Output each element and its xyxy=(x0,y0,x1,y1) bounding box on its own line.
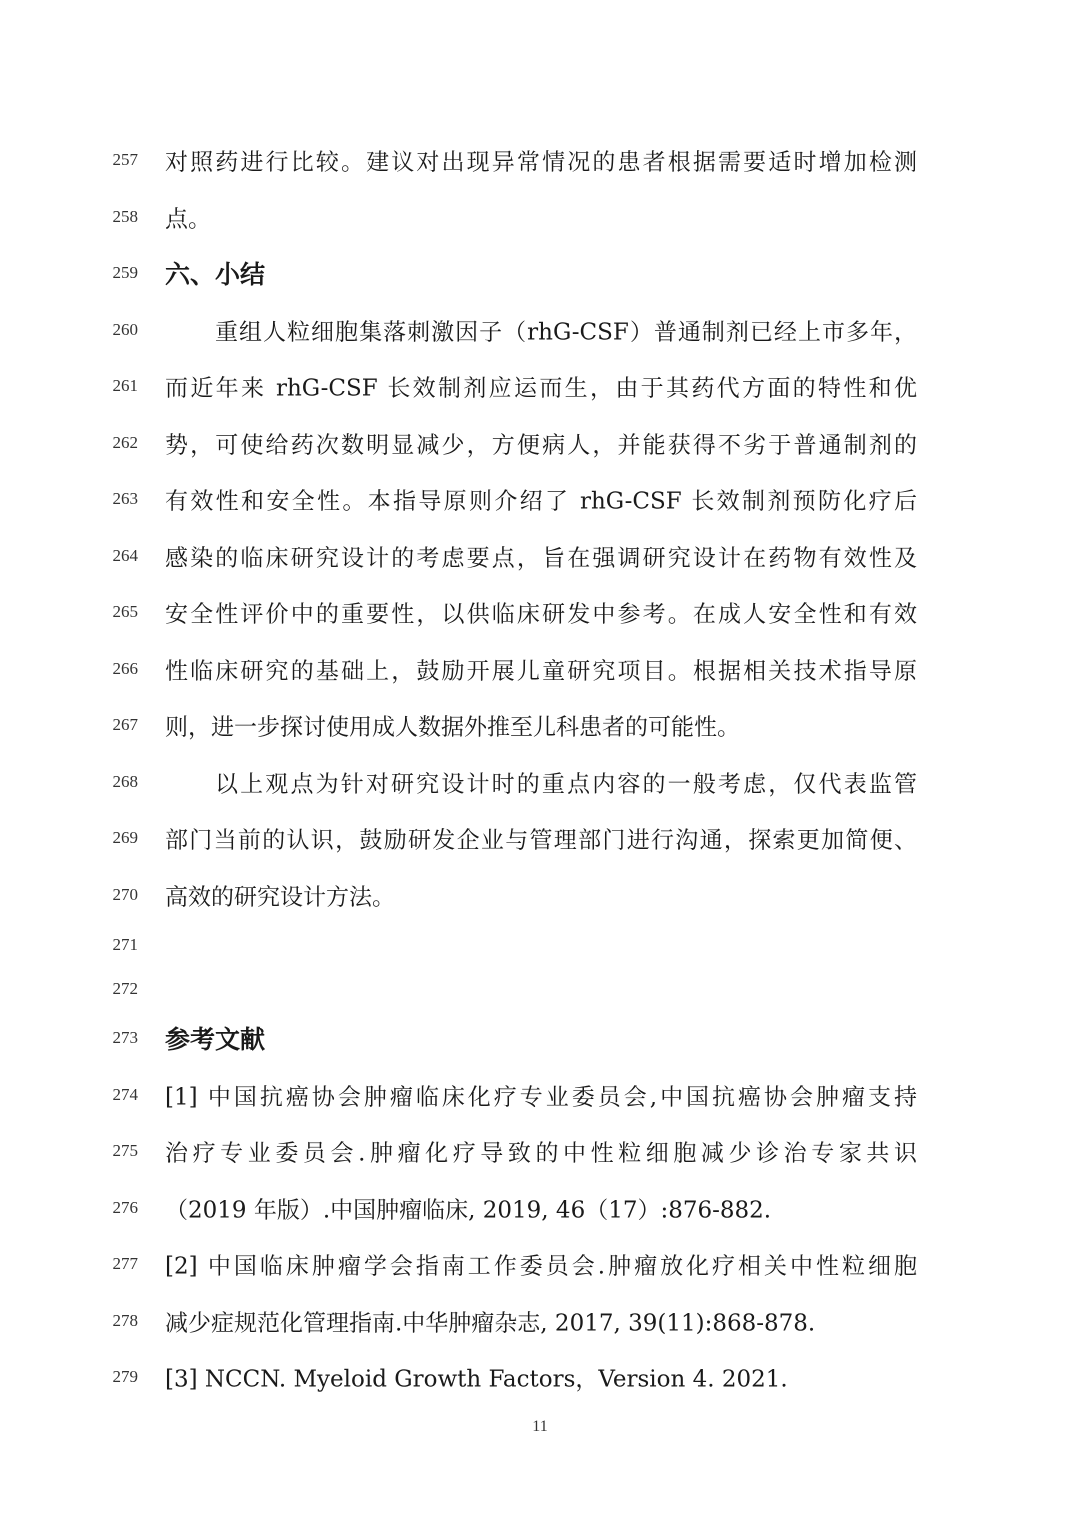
document-line xyxy=(0,1123,1080,1179)
document-line xyxy=(0,189,1080,245)
document-line xyxy=(0,1067,1080,1123)
section-heading: 六、小结 xyxy=(165,260,266,289)
line-number: 265 xyxy=(112,602,138,621)
line-number: 267 xyxy=(112,715,138,734)
document-line xyxy=(0,358,1080,414)
line-text: （2019 年版）.中国肿瘤临床, 2019, 46（17）:876-882. xyxy=(165,1197,772,1224)
line-number: 276 xyxy=(112,1198,138,1217)
line-number: 277 xyxy=(112,1254,138,1273)
line-number: 258 xyxy=(112,207,138,226)
document-line xyxy=(0,867,1080,923)
document-line xyxy=(0,302,1080,358)
document-line xyxy=(0,1180,1080,1236)
document-line xyxy=(0,415,1080,471)
document-line xyxy=(0,961,1080,1017)
line-text: 而近年来 rhG-CSF 长效制剂应运而生，由于其药代方面的特性和优 xyxy=(165,375,917,402)
line-number: 270 xyxy=(112,885,138,904)
line-number: 262 xyxy=(112,433,138,452)
document-line xyxy=(0,1349,1080,1405)
line-number: 263 xyxy=(112,489,138,508)
line-number: 279 xyxy=(112,1367,138,1386)
line-text: 对照药进行比较。建议对出现异常情况的患者根据需要适时增加检测 xyxy=(165,149,917,176)
document-line xyxy=(0,245,1080,301)
line-text: [2] 中国临床肿瘤学会指南工作委员会.肿瘤放化疗相关中性粒细胞 xyxy=(165,1253,917,1280)
line-number: 257 xyxy=(112,150,138,169)
line-number: 259 xyxy=(112,263,138,282)
line-text: 势，可使给药次数明显减少，方便病人，并能获得不劣于普通制剂的 xyxy=(165,432,917,459)
line-number: 271 xyxy=(112,935,138,954)
line-number: 272 xyxy=(112,979,138,998)
line-text: 则，进一步探讨使用成人数据外推至儿科患者的可能性。 xyxy=(165,714,740,741)
line-text: 高效的研究设计方法。 xyxy=(165,884,395,911)
line-number: 278 xyxy=(112,1311,138,1330)
line-text: 治疗专业委员会.肿瘤化疗导致的中性粒细胞减少诊治专家共识 xyxy=(165,1140,917,1167)
document-line xyxy=(0,584,1080,640)
document-line xyxy=(0,641,1080,697)
line-number: 274 xyxy=(112,1085,138,1104)
document-line xyxy=(0,810,1080,866)
line-text: [3] NCCN. Myeloid Growth Factors，Version 4. 2021. xyxy=(165,1366,788,1393)
line-number: 260 xyxy=(112,320,138,339)
line-number: 269 xyxy=(112,828,138,847)
line-text: 点。 xyxy=(165,206,211,233)
line-number: 273 xyxy=(112,1028,138,1047)
line-number: 268 xyxy=(112,772,138,791)
document-line xyxy=(0,471,1080,527)
page-number: 11 xyxy=(532,1418,548,1435)
document-line xyxy=(0,1236,1080,1292)
line-number: 261 xyxy=(112,376,138,395)
document-line xyxy=(0,528,1080,584)
document-line xyxy=(0,1010,1080,1066)
line-text: 有效性和安全性。本指导原则介绍了 rhG-CSF 长效制剂预防化疗后 xyxy=(165,488,917,515)
line-number: 266 xyxy=(112,659,138,678)
line-text: 重组人粒细胞集落刺激因子（rhG-CSF）普通制剂已经上市多年， xyxy=(215,319,917,346)
line-text: 性临床研究的基础上，鼓励开展儿童研究项目。根据相关技术指导原 xyxy=(165,658,917,685)
line-text: [1] 中国抗癌协会肿瘤临床化疗专业委员会,中国抗癌协会肿瘤支持 xyxy=(165,1084,917,1111)
line-text: 感染的临床研究设计的考虑要点，旨在强调研究设计在药物有效性及 xyxy=(165,545,917,572)
document-line xyxy=(0,1293,1080,1349)
line-number: 275 xyxy=(112,1141,138,1160)
line-text: 部门当前的认识，鼓励研发企业与管理部门进行沟通，探索更加简便、 xyxy=(165,827,917,854)
line-number: 264 xyxy=(112,546,138,565)
line-text: 减少症规范化管理指南.中华肿瘤杂志, 2017, 39(11):868-878. xyxy=(165,1310,816,1337)
line-text: 以上观点为针对研究设计时的重点内容的一般考虑，仅代表监管 xyxy=(215,771,917,798)
document-line xyxy=(0,697,1080,753)
document-line xyxy=(0,132,1080,188)
section-heading: 参考文献 xyxy=(165,1025,266,1054)
line-text: 安全性评价中的重要性，以供临床研发中参考。在成人安全性和有效 xyxy=(165,601,917,628)
document-line xyxy=(0,754,1080,810)
